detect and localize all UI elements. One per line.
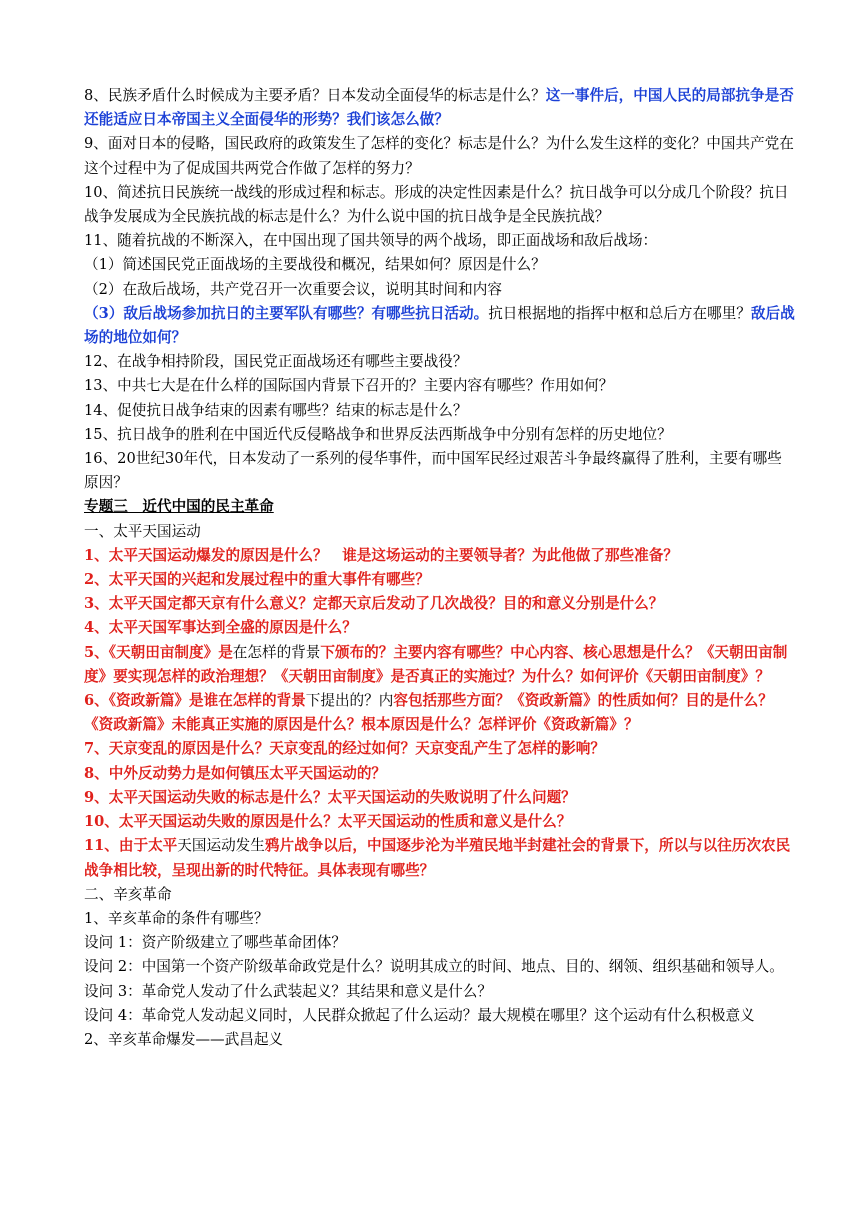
- text-segment-black: 10、简述抗日民族统一战线的形成过程和标志。形成的决定性因素是什么？抗日战争可以分成几个阶段？抗日战争发展成为全民族抗战的标志是什么？为什么说中国的抗日战争是全民族抗战？: [84, 183, 789, 226]
- text-segment-black: 2、辛亥革命爆发——武昌起义: [84, 1030, 284, 1048]
- question-paragraph: [84, 302, 796, 350]
- text-segment-black: 二、辛亥革命: [84, 885, 172, 903]
- text-segment-red: 6、《资政新篇》是谁在怎样的背景: [84, 692, 306, 710]
- question-paragraph: [84, 955, 796, 979]
- question-paragraph: [84, 980, 796, 1004]
- text-segment-red: 9、太平天国运动失败的标志是什么？太平天国运动的失败说明了什么问题？: [84, 788, 576, 806]
- question-paragraph: [84, 737, 796, 761]
- text-segment-black: 14、促使抗日战争结束的因素有哪些？结束的标志是什么？: [84, 401, 468, 419]
- question-paragraph: [84, 931, 796, 955]
- text-segment-red: 2、太平天国的兴起和发展过程中的重大事件有哪些？: [84, 571, 430, 589]
- question-paragraph: [84, 132, 796, 180]
- text-segment-red: 11、由于太平: [84, 837, 178, 855]
- question-paragraph: [84, 253, 796, 277]
- text-segment-red: 3、太平天国定都天京有什么意义？定都天京后发动了几次战役？目的和意义分别是什么？: [84, 595, 664, 613]
- text-segment-black: 设问 1：资产阶级建立了哪些革命团体？: [84, 934, 347, 952]
- text-segment-black: 专题三 近代中国的民主革命: [84, 498, 274, 516]
- text-segment-red: 容包括那些方面？《资政新篇》的性质如何？目的是什么？《资政新篇》未能真正实施的原因是什么？根本原因是什么？怎样评价《资政新篇》？: [84, 692, 773, 734]
- text-segment-red: 5、《天朝田亩制度》是: [84, 643, 233, 661]
- text-segment-black: 13、中共七大是在什么样的国际国内背景下召开的？主要内容有哪些？作用如何？: [84, 377, 614, 395]
- question-paragraph: [84, 810, 796, 834]
- question-paragraph: [84, 278, 796, 302]
- document-page: [84, 84, 796, 1052]
- question-paragraph: [84, 1004, 796, 1028]
- text-segment-black: 抗日根据地的指挥中枢和总后方在哪里？: [488, 304, 751, 322]
- text-segment-black: 下提出的？内: [305, 692, 394, 710]
- question-paragraph: [84, 568, 796, 592]
- question-paragraph: [84, 641, 796, 689]
- question-paragraph: [84, 84, 796, 132]
- question-paragraph: [84, 229, 796, 253]
- section-heading: [84, 495, 796, 519]
- text-segment-red: 8、中外反动势力是如何镇压太平天国运动的？: [84, 764, 387, 782]
- text-segment-red: 下颁布的？主要内容有哪些？中心内容、核心思想是什么？《天朝田亩制度》要实现怎样的政治理想？《天朝田亩制度》是否真正的实施过？为什么？如何评价《天朝田亩制度》？: [84, 643, 788, 685]
- text-segment-black: 设问 4：革命党人发动起义同时，人民群众掀起了什么运动？最大规模在哪里？这个运动有什么积极意义: [84, 1006, 755, 1024]
- text-segment-black: 16、20世纪30年代，日本发动了一系列的侵华事件，而中国军民经过艰苦斗争最终赢得了胜利，主要有哪些原因？: [84, 450, 782, 492]
- text-segment-black: （2）在敌后战场，共产党召开一次重要会议，说明其时间和内容: [84, 280, 502, 298]
- text-segment-black: 设问 2：中国第一个资产阶级革命政党是什么？说明其成立的时间、地点、目的、纲领、组织基础和领导人。: [84, 958, 784, 976]
- text-segment-black: 设问 3：革命党人发动了什么武装起义？其结果和意义是什么？: [84, 982, 492, 1000]
- text-segment-blue: （3）敌后战场参加抗日的主要军队有哪些？有哪些抗日活动。: [84, 304, 489, 322]
- question-paragraph: [84, 834, 796, 882]
- text-segment-black: 15、抗日战争的胜利在中国近代反侵略战争和世界反法西斯战争中分别有怎样的历史地位？: [84, 425, 672, 443]
- text-segment-black: 9、面对日本的侵略，国民政府的政策发生了怎样的变化？标志是什么？为什么发生这样的变化？中国共产党在这个过程中为了促成国共两党合作做了怎样的努力？: [84, 135, 794, 177]
- question-paragraph: [84, 786, 796, 810]
- question-paragraph: [84, 544, 796, 568]
- text-segment-red: 1、太平天国运动爆发的原因是什么？ 谁是这场运动的主要领导者？为此他做了那些准备？: [84, 546, 678, 564]
- text-segment-black: 在怎样的背景: [232, 643, 321, 661]
- question-paragraph: [84, 374, 796, 398]
- question-paragraph: [84, 181, 796, 229]
- question-paragraph: [84, 1028, 796, 1052]
- question-paragraph: [84, 447, 796, 495]
- question-paragraph: [84, 399, 796, 423]
- text-segment-black: （1）简述国民党正面战场的主要战役和概况，结果如何？原因是什么？: [84, 256, 546, 274]
- question-paragraph: [84, 883, 796, 907]
- text-segment-black: 1、辛亥革命的条件有哪些？: [84, 909, 269, 927]
- question-paragraph: [84, 762, 796, 786]
- text-segment-black: 8、民族矛盾什么时候成为主要矛盾？日本发动全面侵华的标志是什么？: [84, 87, 546, 104]
- question-paragraph: [84, 592, 796, 616]
- question-paragraph: [84, 616, 796, 640]
- text-segment-blue: 这一事件后，中国人民的局部抗争是否还能适应日本帝国主义全面侵华的形势？我们该怎么做？: [84, 87, 794, 129]
- text-segment-black: 天国运动发生: [177, 837, 265, 855]
- question-paragraph: [84, 907, 796, 931]
- text-segment-black: 一、太平天国运动: [84, 522, 201, 540]
- question-paragraph: [84, 423, 796, 447]
- text-segment-black: 12、在战争相持阶段，国民党正面战场还有哪些主要战役？: [84, 353, 468, 371]
- text-segment-red: 4、太平天国军事达到全盛的原因是什么？: [84, 619, 357, 637]
- text-segment-red: 10、太平天国运动失败的原因是什么？太平天国运动的性质和意义是什么？: [84, 813, 572, 831]
- question-paragraph: [84, 520, 796, 544]
- text-segment-black: 11、随着抗战的不断深入，在中国出现了国共领导的两个战场，即正面战场和敌后战场：: [84, 232, 658, 250]
- question-paragraph: [84, 689, 796, 737]
- text-segment-red: 7、天京变乱的原因是什么？天京变乱的经过如何？天京变乱产生了怎样的影响？: [84, 740, 605, 758]
- text-segment-red: 鸦片战争以后，中国逐步沦为半殖民地半封建社会的背景下，所以与以往历次农民战争相比较，呈现出新的时代特征。具体表现有哪些？: [84, 837, 791, 879]
- text-segment-blue: 敌后战场的地位如何？: [84, 304, 795, 347]
- question-paragraph: [84, 350, 796, 374]
